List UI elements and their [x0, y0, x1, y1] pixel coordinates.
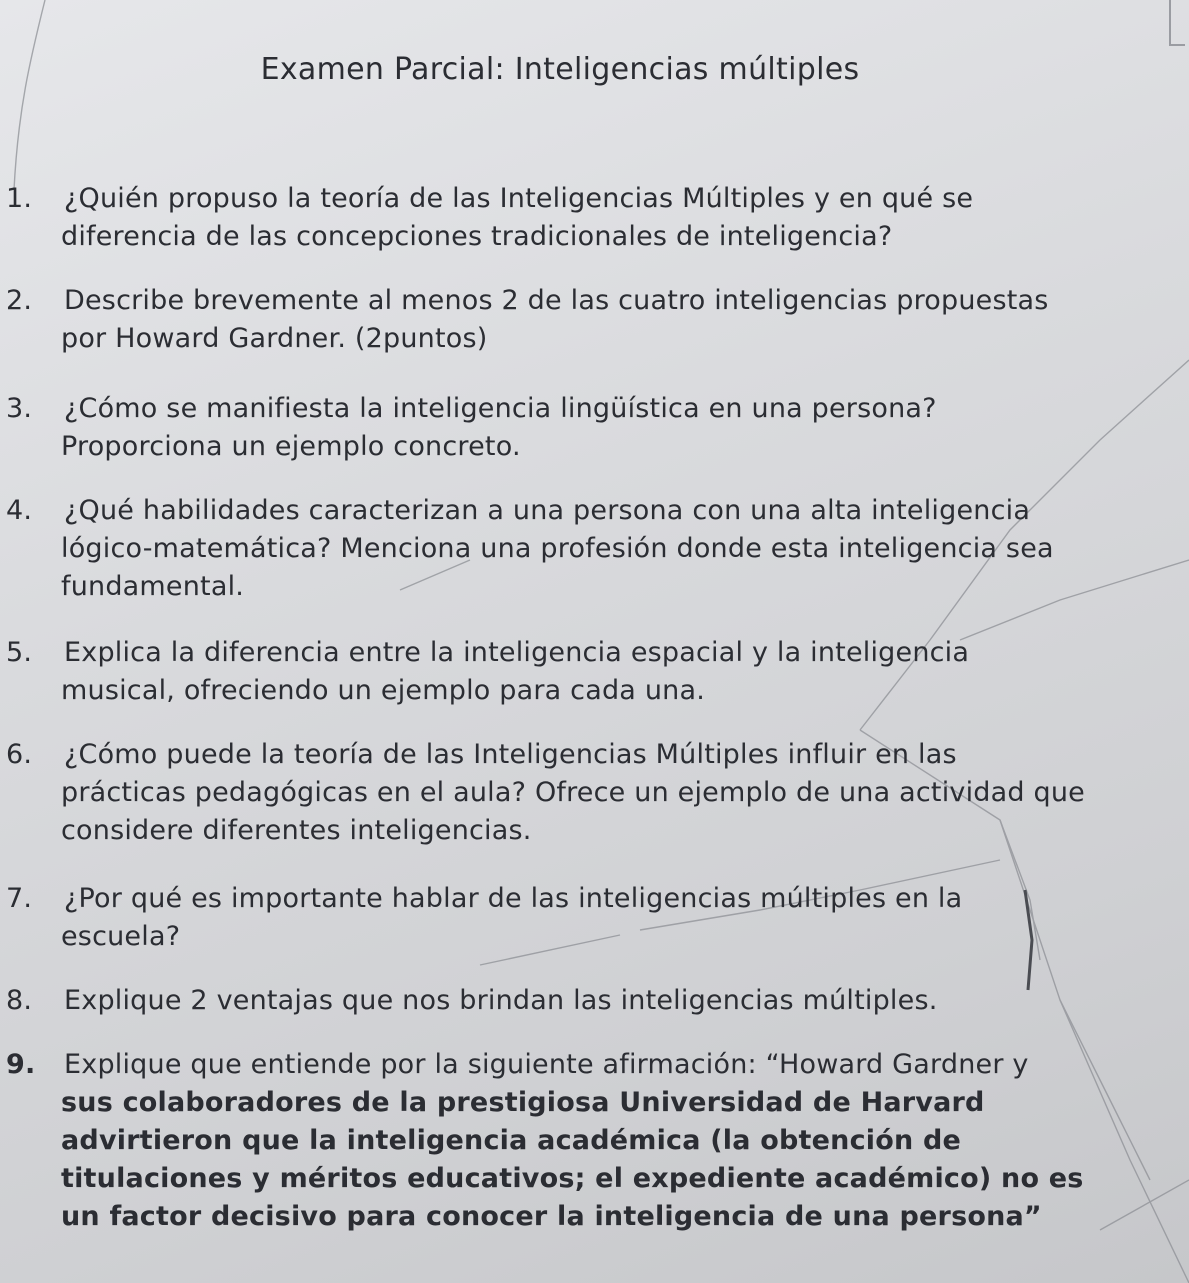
question-text-line1: ¿Cómo se manifiesta la inteligencia lingüística en una persona?: [64, 393, 937, 424]
question-text-rest: lógico-matemática? Menciona una profesión donde esta inteligencia sea fundamental.: [61, 533, 1054, 602]
question-number: 5.: [6, 637, 33, 668]
question-9: [6, 1046, 1176, 1236]
question-number: 4.: [6, 495, 33, 526]
question-text-line1: Explique 2 ventajas que nos brindan las inteligencias múltiples.: [64, 985, 938, 1016]
question-text-line1: Explique que entiende por la siguiente afirmación: “Howard Gardner y: [64, 1049, 1029, 1080]
question-6: [6, 736, 1176, 850]
question-text-rest: escuela?: [61, 921, 181, 952]
screen-edge-mark: [1169, 0, 1185, 46]
question-text-line1: ¿Quién propuso la teoría de las Inteligencias Múltiples y en qué se: [64, 183, 974, 214]
question-text-rest: por Howard Gardner. (2puntos): [61, 323, 488, 354]
question-text-rest: sus colaboradores de la prestigiosa Universidad de Harvard advirtieron que la inteligencia académica (la obtención de titulaciones y méritos educativos; el expediente académico) no es un factor decisivo para conocer la inteligencia de una persona”: [61, 1087, 1084, 1232]
question-number: 2.: [6, 285, 33, 316]
question-text-rest: diferencia de las concepciones tradicionales de inteligencia?: [61, 221, 893, 252]
question-text-line1: Describe brevemente al menos 2 de las cuatro inteligencias propuestas: [64, 285, 1049, 316]
question-7: [6, 880, 1176, 956]
question-2: [6, 282, 1176, 358]
exam-title: Examen Parcial: Inteligencias múltiples: [260, 52, 860, 87]
question-8: [6, 982, 1176, 1020]
question-text-rest: prácticas pedagógicas en el aula? Ofrece un ejemplo de una actividad que considere diferentes inteligencias.: [61, 777, 1085, 846]
question-number: 9.: [6, 1049, 36, 1080]
question-number: 6.: [6, 739, 33, 770]
question-number: 1.: [6, 183, 33, 214]
question-text-line1: Explica la diferencia entre la inteligencia espacial y la inteligencia: [64, 637, 970, 668]
question-number: 7.: [6, 883, 33, 914]
question-3: [6, 390, 1176, 466]
question-text-rest: musical, ofreciendo un ejemplo para cada una.: [61, 675, 705, 706]
question-1: [6, 180, 1176, 256]
question-text-line1: ¿Qué habilidades caracterizan a una persona con una alta inteligencia: [64, 495, 1031, 526]
question-text-rest: Proporciona un ejemplo concreto.: [61, 431, 521, 462]
question-4: [6, 492, 1176, 606]
question-5: [6, 634, 1176, 710]
question-text-line1: ¿Por qué es importante hablar de las inteligencias múltiples en la: [64, 883, 963, 914]
question-text-line1: ¿Cómo puede la teoría de las Inteligencias Múltiples influir en las: [64, 739, 957, 770]
question-number: 3.: [6, 393, 33, 424]
question-number: 8.: [6, 985, 33, 1016]
